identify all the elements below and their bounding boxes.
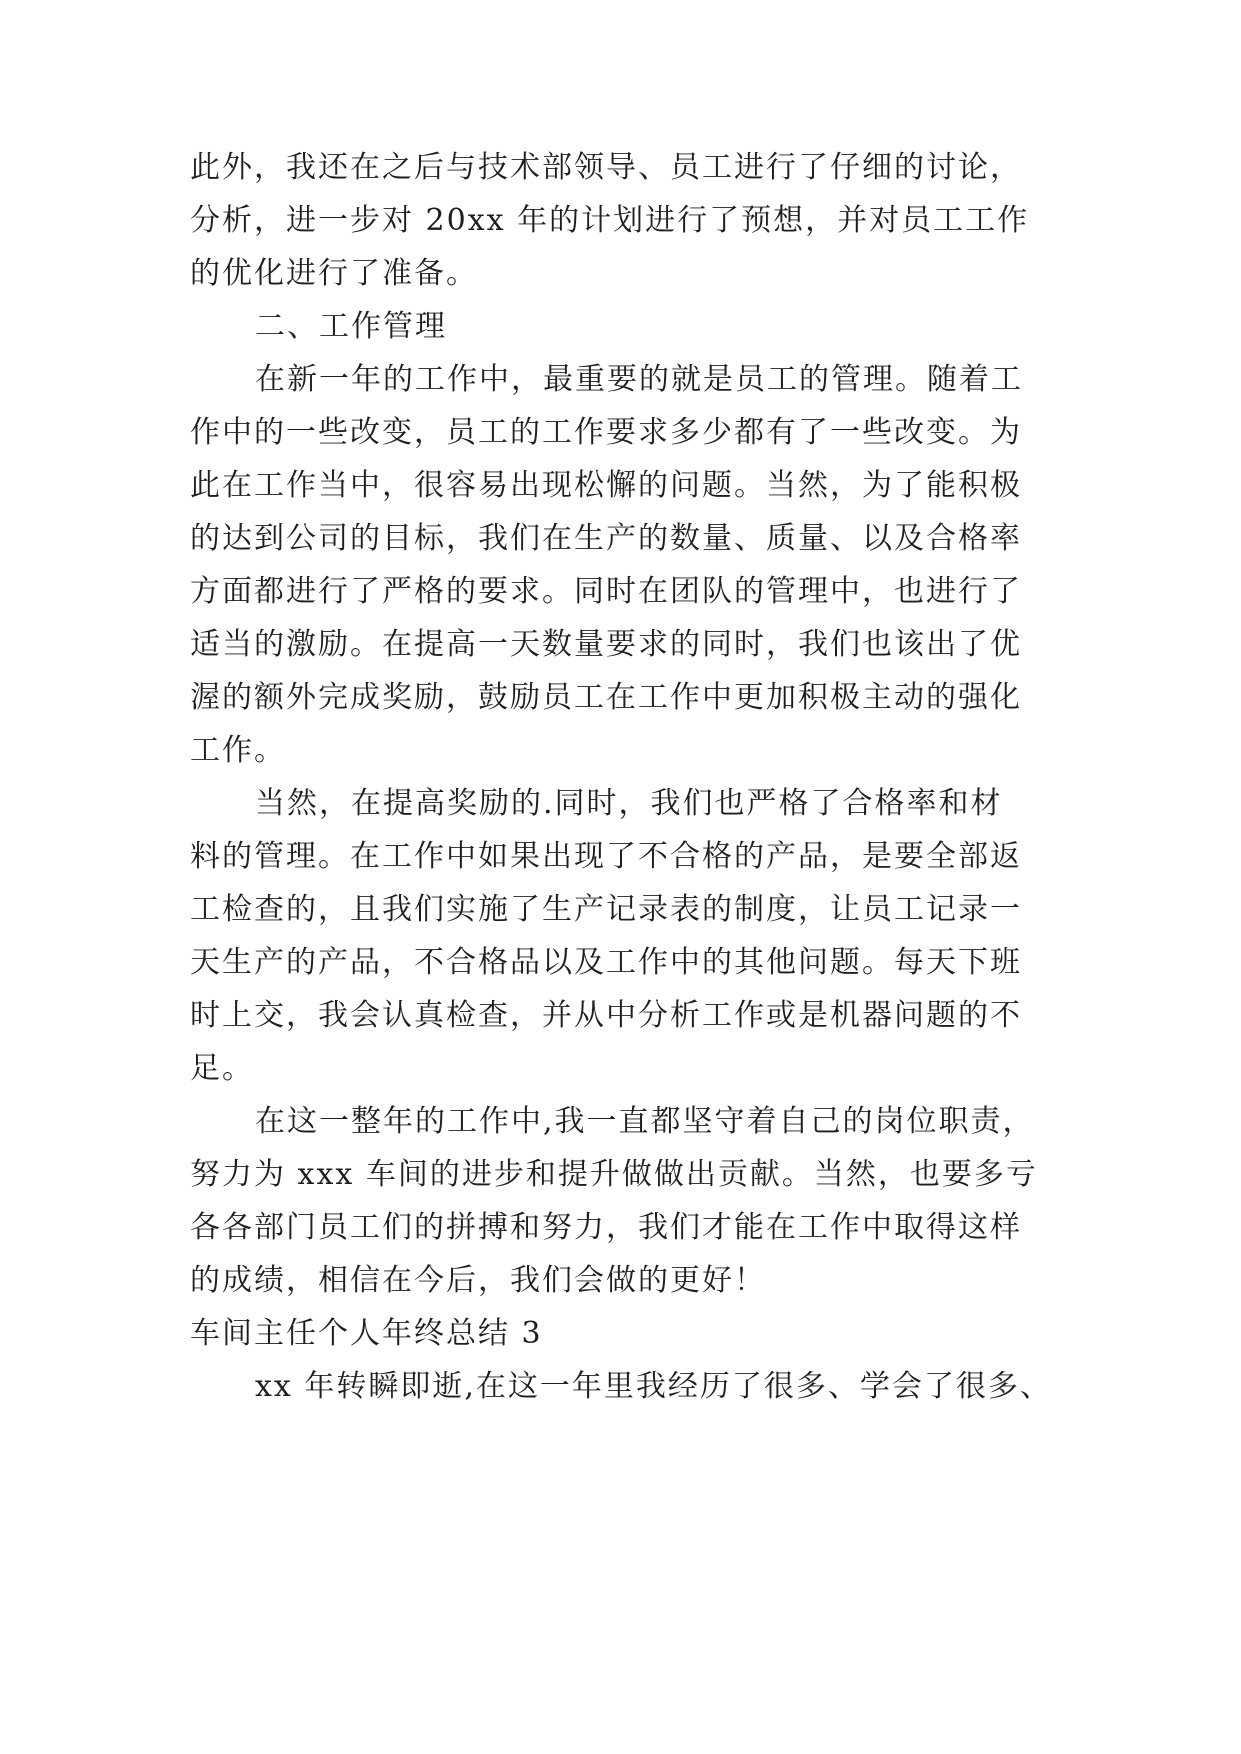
paragraph-line: 适当的激励。在提高一天数量要求的同时，我们也该出了优 [190,627,1022,662]
paragraph-line: 此在工作当中，很容易出现松懈的问题。当然，为了能积极 [190,468,1022,503]
paragraph-line: 努力为 xxx 车间的进步和提升做做出贡献。当然，也要多亏 [190,1157,1038,1192]
paragraph-line: 时上交，我会认真检查，并从中分析工作或是机器问题的不 [190,998,1022,1033]
paragraph-line: 工检查的，且我们实施了生产记录表的制度，让员工记录一 [190,892,1022,927]
paragraph-line: 作中的一些改变，员工的工作要求多少都有了一些改变。为 [190,415,1022,450]
paragraph-line: 分析，进一步对 20xx 年的计划进行了预想，并对员工工作 [190,203,1030,238]
paragraph-line: 的成绩，相信在今后，我们会做的更好！ [190,1263,766,1298]
paragraph-line: 的达到公司的目标，我们在生产的数量、质量、以及合格率 [190,521,1022,556]
paragraph-line: 此外，我还在之后与技术部领导、员工进行了仔细的讨论， [190,150,1022,185]
paragraph-line: 在这一整年的工作中,我一直都坚守着自己的岗位职责， [255,1104,1035,1139]
paragraph-line: 在新一年的工作中，最重要的就是员工的管理。随着工 [255,362,1023,397]
paragraph-line: 工作。 [190,733,286,768]
paragraph-line: 的优化进行了准备。 [190,256,478,291]
paragraph-line: 方面都进行了严格的要求。同时在团队的管理中，也进行了 [190,574,1022,609]
paragraph-line: 各各部门员工们的拼搏和努力，我们才能在工作中取得这样 [190,1210,1022,1245]
paragraph-line: xx 年转瞬即逝,在这一年里我经历了很多、学会了很多、 [255,1369,1052,1404]
paragraph-line: 料的管理。在工作中如果出现了不合格的产品，是要全部返 [190,839,1022,874]
document-title: 车间主任个人年终总结 3 [190,1316,543,1351]
paragraph-line: 当然，在提高奖励的.同时，我们也严格了合格率和材 [255,786,1003,821]
paragraph-line: 天生产的产品，不合格品以及工作中的其他问题。每天下班 [190,945,1022,980]
paragraph-line: 渥的额外完成奖励，鼓励员工在工作中更加积极主动的强化 [190,680,1022,715]
section-heading: 二、工作管理 [255,309,447,344]
paragraph-line: 足。 [190,1051,254,1086]
